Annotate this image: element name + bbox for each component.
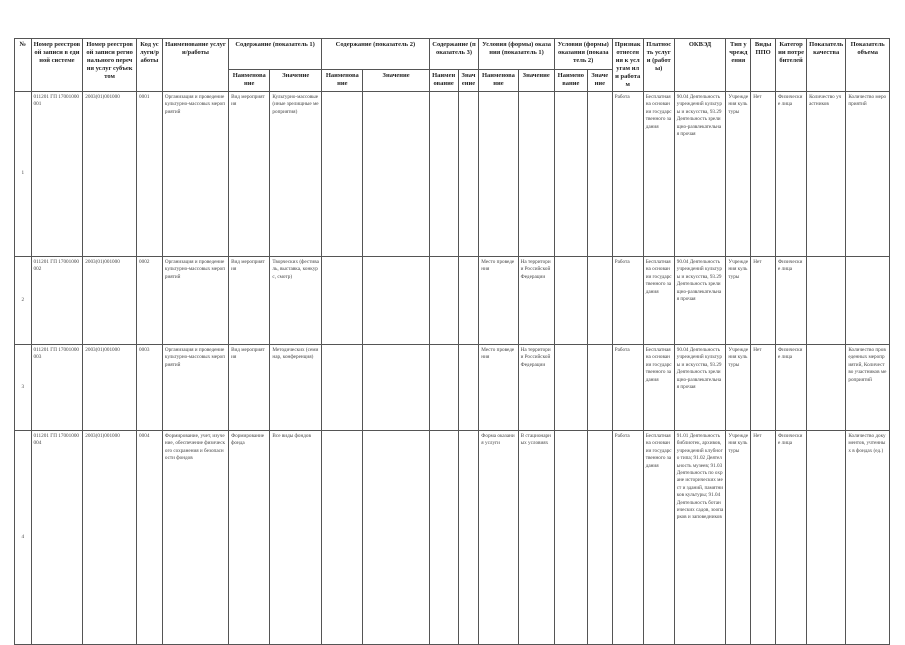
table-row (15, 345, 890, 431)
header-service-name: Наименование услуги/работы (162, 39, 228, 92)
cell-c1-name: Вид мероприятия (229, 92, 270, 257)
header-payment: Платность услуги (работы) (643, 39, 674, 92)
header-volume: Показатель объема (846, 39, 890, 92)
cell-no: 3 (15, 345, 32, 431)
cell-c3-value (458, 257, 479, 345)
header-service-sign: Признак отнесения к услугам или работам (612, 39, 643, 92)
subheader-c2-name: Наименование (322, 69, 363, 91)
cell-c2-name (322, 345, 363, 431)
cell-u2-name (554, 345, 587, 431)
cell-u1-name: Место проведения (479, 257, 518, 345)
cell-activity-type: Учреждения культуры (726, 345, 751, 431)
cell-quality: Количество участников (807, 92, 846, 257)
cell-u1-name (479, 92, 518, 257)
cell-service-name: Формирование, учет, изучение, обеспечение физического сохранения и безопасности фондов (162, 431, 228, 645)
cell-c2-name (322, 257, 363, 345)
cell-consumers: Физические лица (776, 257, 807, 345)
cell-c3-name (429, 92, 458, 257)
header-content-1: Содержание (показатель 1) (229, 39, 322, 70)
cell-quality (807, 345, 846, 431)
cell-service-code: 0002 (137, 257, 163, 345)
cell-types: Нет (751, 345, 776, 431)
cell-u1-name: Форма оказания услуги (479, 431, 518, 645)
header-conditions-1: Условия (формы) оказания (показатель 1) (479, 39, 554, 70)
cell-activity-type: Учреждения культуры (726, 257, 751, 345)
header-row-1 (15, 39, 890, 70)
cell-u2-value (587, 92, 612, 257)
header-consumers: Категории потребителей (776, 39, 807, 92)
cell-service-name: Организация и проведение культурно-массовых мероприятий (162, 345, 228, 431)
cell-u1-value: На территории Российской Федерации (518, 345, 554, 431)
cell-c1-name: Формирование фонда (229, 431, 270, 645)
table-row (15, 431, 890, 645)
subheader-c1-value: Значение (270, 69, 322, 91)
cell-volume: Количество мероприятий (846, 92, 890, 257)
cell-c2-value (363, 431, 429, 645)
cell-types: Нет (751, 431, 776, 645)
subheader-c3-name: Наименование (429, 69, 458, 91)
cell-c1-name: Вид мероприятия (229, 257, 270, 345)
cell-c1-value: Методических (семинар, конференция) (270, 345, 322, 431)
cell-okved: 90.04 Деятельность учреждений культуры и искусства, 93.29 Деятельность зрелищно-развлекательная прочая (674, 257, 726, 345)
cell-no: 2 (15, 257, 32, 345)
header-regional-number: Номер реестровой записи регионального перечня услуг субъектом (83, 39, 137, 92)
cell-service-sign: Работа (612, 345, 643, 431)
cell-c2-name (322, 92, 363, 257)
cell-registry-number: 011201 ГП 17001000004 (31, 431, 83, 645)
cell-payment: Бесплатная на основании государственного задания (643, 431, 674, 645)
cell-u1-value (518, 92, 554, 257)
cell-activity-type: Учреждения культуры (726, 92, 751, 257)
subheader-c3-value: Значение (458, 69, 479, 91)
header-quality: Показатель качества (807, 39, 846, 92)
table-row (15, 257, 890, 345)
header-content-3: Содержание (показатель 3) (429, 39, 479, 70)
cell-u1-value: На территории Российской Федерации (518, 257, 554, 345)
cell-service-code: 0001 (137, 92, 163, 257)
cell-u2-value (587, 257, 612, 345)
cell-regional-number: 2003(01)001000 (83, 345, 137, 431)
cell-regional-number: 2003(01)001000 (83, 431, 137, 645)
cell-c2-value (363, 92, 429, 257)
cell-quality (807, 431, 846, 645)
cell-u2-value (587, 431, 612, 645)
cell-no: 1 (15, 92, 32, 257)
cell-c2-value (363, 345, 429, 431)
cell-service-sign: Работа (612, 257, 643, 345)
table-row (15, 92, 890, 257)
cell-u2-value (587, 345, 612, 431)
cell-u2-name (554, 431, 587, 645)
cell-no: 4 (15, 431, 32, 645)
cell-c2-name (322, 431, 363, 645)
cell-registry-number: 011201 ГП 17001000002 (31, 257, 83, 345)
subheader-c1-name: Наименование (229, 69, 270, 91)
cell-types: Нет (751, 92, 776, 257)
cell-u2-name (554, 92, 587, 257)
header-activity-type: Тип учреждения (726, 39, 751, 92)
cell-volume: Количество документов, учтенных в фондах (ед.) (846, 431, 890, 645)
subheader-u2-value: Значение (587, 69, 612, 91)
cell-volume: Количество проведенных мероприятий, Количество участников мероприятий (846, 345, 890, 431)
cell-c3-value (458, 431, 479, 645)
subheader-c2-value: Значение (363, 69, 429, 91)
cell-types: Нет (751, 257, 776, 345)
cell-payment: Бесплатная на основании государственного задания (643, 345, 674, 431)
cell-regional-number: 2003(01)001000 (83, 92, 137, 257)
cell-c3-value (458, 345, 479, 431)
cell-c3-name (429, 257, 458, 345)
cell-payment: Бесплатная на основании государственного задания (643, 257, 674, 345)
cell-service-name: Организация и проведение культурно-массовых мероприятий (162, 92, 228, 257)
cell-consumers: Физические лица (776, 431, 807, 645)
cell-service-sign: Работа (612, 92, 643, 257)
cell-okved: 91.01 Деятельность библиотек, архивов, учреждений клубного типа; 91.02 Деятельность музеев; 91.03 Деятельность по охране исторических мест и зданий, памятников культуры; 91.04 Деятельность ботанических садов, зоопарков и заповедников (674, 431, 726, 645)
cell-service-name: Организация и проведение культурно-массовых мероприятий (162, 257, 228, 345)
cell-quality (807, 257, 846, 345)
header-okved: ОКВЭД (674, 39, 726, 92)
subheader-u2-name: Наименование (554, 69, 587, 91)
cell-c3-name (429, 431, 458, 645)
header-no: № (15, 39, 32, 92)
cell-consumers: Физические лица (776, 92, 807, 257)
cell-activity-type: Учреждения культуры (726, 431, 751, 645)
cell-okved: 90.04 Деятельность учреждений культуры и искусства, 93.29 Деятельность зрелищно-развлекательная прочая (674, 92, 726, 257)
subheader-u1-name: Наименование (479, 69, 518, 91)
registry-table-page (14, 38, 890, 645)
cell-u1-name: Место проведения (479, 345, 518, 431)
cell-c3-name (429, 345, 458, 431)
cell-payment: Бесплатная на основании государственного задания (643, 92, 674, 257)
cell-c1-name: Вид мероприятия (229, 345, 270, 431)
header-content-2: Содержание (показатель 2) (322, 39, 430, 70)
cell-u1-value: В стационарных условиях (518, 431, 554, 645)
cell-registry-number: 011201 ГП 17001000001 (31, 92, 83, 257)
cell-c1-value: Все виды фондов (270, 431, 322, 645)
cell-volume (846, 257, 890, 345)
cell-u2-name (554, 257, 587, 345)
header-registry-number: Номер реестровой записи в единой системе (31, 39, 83, 92)
cell-c1-value: Культурно-массовые (иные зрелищные мероприятия) (270, 92, 322, 257)
subheader-u1-value: Значение (518, 69, 554, 91)
cell-service-sign: Работа (612, 431, 643, 645)
cell-service-code: 0003 (137, 345, 163, 431)
cell-c3-value (458, 92, 479, 257)
registry-table (14, 38, 890, 645)
cell-c1-value: Творческих (фестиваль, выставка, конкурс, смотр) (270, 257, 322, 345)
cell-regional-number: 2003(01)001000 (83, 257, 137, 345)
cell-consumers: Физические лица (776, 345, 807, 431)
cell-registry-number: 011201 ГП 17001000003 (31, 345, 83, 431)
cell-service-code: 0004 (137, 431, 163, 645)
header-conditions-2: Условия (формы) оказания (показатель 2) (554, 39, 612, 70)
cell-c2-value (363, 257, 429, 345)
cell-okved: 90.04 Деятельность учреждений культуры и искусства, 93.29 Деятельность зрелищно-развлекательная прочая (674, 345, 726, 431)
header-service-code: Код услуги/работы (137, 39, 163, 92)
header-types: Виды ППО (751, 39, 776, 92)
